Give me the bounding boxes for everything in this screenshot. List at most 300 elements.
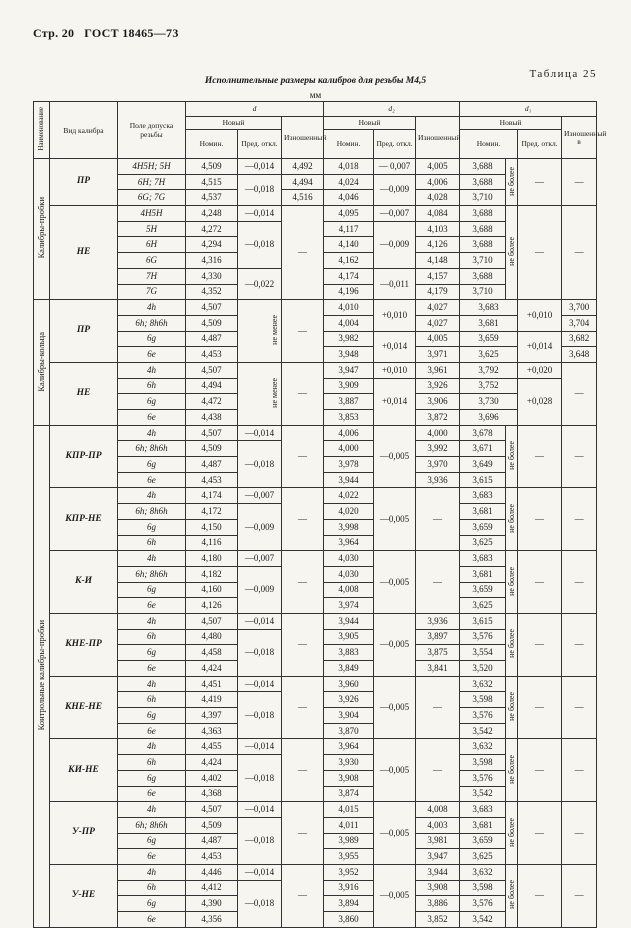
d2-worn-cell: 3,926: [416, 378, 460, 394]
d1-nom-cell: 3,688: [460, 206, 506, 222]
d2-nom-cell: 3,905: [324, 629, 374, 645]
d2-nom-cell: 4,015: [324, 802, 374, 818]
d1-dev-cell: +0,014: [518, 331, 562, 362]
d-dev-cell: —0,018: [238, 441, 282, 488]
d2-nom-cell: 3,853: [324, 410, 374, 426]
header-d1-nom: Номин.: [460, 130, 518, 159]
d-dev-cell: —0,018: [238, 629, 282, 676]
field-cell: 6g: [118, 582, 186, 598]
d1-nom-cell: 3,671: [460, 441, 506, 457]
d1-nom-cell: 3,688: [460, 159, 506, 175]
field-cell: 6h; 8h6h: [118, 817, 186, 833]
d1-dev-dash: —: [518, 739, 562, 802]
d2-worn-cell: 4,027: [416, 315, 460, 331]
d-worn-dash: —: [282, 739, 324, 802]
d1-nom-cell: 3,688: [460, 237, 506, 253]
d2-nom-cell: 3,998: [324, 519, 374, 535]
ne-bolee-label: не более: [506, 551, 518, 614]
d2-worn-cell: 3,886: [416, 896, 460, 912]
header-d-worn: Изношенный: [282, 117, 324, 159]
d2-worn-cell: 4,157: [416, 268, 460, 284]
field-cell: 6g: [118, 833, 186, 849]
d1-nom-cell: 3,576: [460, 896, 506, 912]
d1-nom-cell: 3,752: [460, 378, 518, 394]
field-cell: 4h: [118, 676, 186, 692]
field-cell: 4h: [118, 802, 186, 818]
d2-worn-dash: —: [416, 551, 460, 614]
d-nom-cell: 4,172: [186, 504, 238, 520]
field-cell: 6G: [118, 253, 186, 269]
d-dev-cell: —0,007: [238, 488, 282, 504]
d-nom-cell: 4,509: [186, 817, 238, 833]
d1-nom-cell: 3,625: [460, 598, 506, 614]
d-nom-cell: 4,412: [186, 880, 238, 896]
field-cell: 6e: [118, 912, 186, 928]
field-cell: 6h: [118, 378, 186, 394]
ne-bolee-label: не более: [506, 488, 518, 551]
field-cell: 6e: [118, 849, 186, 865]
d-nom-cell: 4,150: [186, 519, 238, 535]
d1-nom-cell: 3,710: [460, 284, 506, 300]
d-nom-cell: 4,509: [186, 315, 238, 331]
d-nom-cell: 4,356: [186, 912, 238, 928]
d2-worn-cell: 3,908: [416, 880, 460, 896]
d2-nom-cell: 4,018: [324, 159, 374, 175]
d1-worn-dash: —: [562, 802, 597, 865]
d-worn-dash: —: [282, 488, 324, 551]
field-cell: 6h; 8h6h: [118, 315, 186, 331]
d1-dev-dash: —: [518, 206, 562, 300]
field-cell: 4h: [118, 300, 186, 316]
group-name: НЕ: [50, 206, 118, 300]
group-name: КНЕ-НЕ: [50, 676, 118, 739]
header-d1-worn: Изношенный в: [562, 117, 597, 159]
d1-nom-cell: 3,792: [460, 362, 518, 378]
d2-nom-cell: 3,874: [324, 786, 374, 802]
field-cell: 4H5H; 5H: [118, 159, 186, 175]
group-name: КПР-НЕ: [50, 488, 118, 551]
d2-nom-cell: 4,020: [324, 504, 374, 520]
d2-worn-cell: 3,971: [416, 347, 460, 363]
d-nom-cell: 4,494: [186, 378, 238, 394]
d-nom-cell: 4,116: [186, 535, 238, 551]
category-plugs: Калибры-пробки: [34, 159, 50, 300]
d2-nom-cell: 4,022: [324, 488, 374, 504]
d2-dev-cell: —0,009: [374, 221, 416, 268]
d-nom-cell: 4,451: [186, 676, 238, 692]
d2-worn-cell: 4,000: [416, 425, 460, 441]
d1-dev-dash: —: [518, 488, 562, 551]
d-worn-dash: —: [282, 362, 324, 425]
d1-dev-dash: —: [518, 676, 562, 739]
d1-nom-cell: 3,688: [460, 221, 506, 237]
d-dev-cell: —0,014: [238, 425, 282, 441]
d-nom-cell: 4,509: [186, 159, 238, 175]
group-name: У-ПР: [50, 802, 118, 865]
d1-nom-cell: 3,632: [460, 676, 506, 692]
d2-nom-cell: 3,964: [324, 535, 374, 551]
d-nom-cell: 4,507: [186, 613, 238, 629]
d2-dev-cell: —0,011: [374, 268, 416, 299]
field-cell: 6e: [118, 472, 186, 488]
d-dev-cell: —0,014: [238, 613, 282, 629]
header-name: Наименование: [34, 102, 50, 159]
field-cell: 6h: [118, 629, 186, 645]
field-cell: 6e: [118, 786, 186, 802]
d2-dev-cell: —0,005: [374, 802, 416, 865]
field-cell: 4h: [118, 864, 186, 880]
d-nom-cell: 4,180: [186, 551, 238, 567]
d2-nom-cell: 3,926: [324, 692, 374, 708]
d-nom-cell: 4,174: [186, 488, 238, 504]
ne-bolee-label: не более: [506, 739, 518, 802]
d-nom-cell: 4,487: [186, 457, 238, 473]
field-cell: 6h; 8h6h: [118, 566, 186, 582]
field-cell: 6e: [118, 723, 186, 739]
d1-nom-cell: 3,683: [460, 488, 506, 504]
page-label: Стр. 20: [33, 26, 75, 40]
d-nom-cell: 4,390: [186, 896, 238, 912]
group-name: КНЕ-ПР: [50, 613, 118, 676]
field-cell: 4h: [118, 739, 186, 755]
d-nom-cell: 4,368: [186, 786, 238, 802]
d-nom-cell: 4,458: [186, 645, 238, 661]
d-dev-cell: —0,009: [238, 566, 282, 613]
d2-dev-cell: —0,005: [374, 739, 416, 802]
ne-menee-label: не менее: [238, 362, 282, 425]
d1-nom-cell: 3,542: [460, 912, 506, 928]
d1-nom-cell: 3,681: [460, 504, 506, 520]
d2-worn-cell: 3,852: [416, 912, 460, 928]
d2-dev-cell: —0,005: [374, 551, 416, 614]
d1-nom-cell: 3,615: [460, 472, 506, 488]
field-cell: 6g: [118, 645, 186, 661]
d2-nom-cell: 4,000: [324, 441, 374, 457]
d2-nom-cell: 3,944: [324, 613, 374, 629]
d2-worn-cell: 4,084: [416, 206, 460, 222]
field-cell: 6h: [118, 880, 186, 896]
d1-nom-cell: 3,688: [460, 268, 506, 284]
page-header: [33, 26, 179, 41]
group-name: НЕ: [50, 362, 118, 425]
standard-code: ГОСТ 18465—73: [84, 26, 179, 40]
field-cell: 6g: [118, 394, 186, 410]
d1-nom-cell: 3,625: [460, 535, 506, 551]
d-worn-cell: 4,492: [282, 159, 324, 175]
field-cell: 6h: [118, 535, 186, 551]
field-cell: 6H: [118, 237, 186, 253]
field-cell: 6e: [118, 410, 186, 426]
d1-worn-dash: —: [562, 613, 597, 676]
header-type: Вид калибра: [50, 102, 118, 159]
d2-dev-cell: +0,010: [374, 362, 416, 378]
d-nom-cell: 4,480: [186, 629, 238, 645]
d-dev-cell: —0,018: [238, 880, 282, 927]
d1-nom-cell: 3,542: [460, 723, 506, 739]
d1-dev-dash: —: [518, 425, 562, 488]
d2-worn-cell: 3,872: [416, 410, 460, 426]
d-nom-cell: 4,397: [186, 708, 238, 724]
table-unit: мм: [309, 90, 322, 100]
d1-nom-cell: 3,696: [460, 410, 518, 426]
header-d2-dev: Пред. откл.: [374, 130, 416, 159]
ne-bolee-label: не более: [506, 613, 518, 676]
d2-worn-cell: 4,008: [416, 802, 460, 818]
d2-nom-cell: 3,955: [324, 849, 374, 865]
field-cell: 5H: [118, 221, 186, 237]
d1-worn-dash: —: [562, 488, 597, 551]
d2-worn-cell: 4,003: [416, 817, 460, 833]
d2-dev-cell: —0,005: [374, 425, 416, 488]
d2-dev-cell: +0,010: [374, 300, 416, 331]
ne-bolee-label: не более: [506, 425, 518, 488]
d2-nom-cell: 3,860: [324, 912, 374, 928]
d1-dev-cell: +0,010: [518, 300, 562, 331]
d-nom-cell: 4,453: [186, 472, 238, 488]
group-name: ПР: [50, 300, 118, 363]
d1-dev-dash: —: [518, 159, 562, 206]
d1-nom-cell: 3,681: [460, 315, 518, 331]
d-nom-cell: 4,272: [186, 221, 238, 237]
field-cell: 6g: [118, 519, 186, 535]
field-cell: 6e: [118, 661, 186, 677]
d1-nom-cell: 3,683: [460, 802, 506, 818]
field-cell: 6g: [118, 896, 186, 912]
d2-worn-dash: —: [416, 488, 460, 551]
d2-nom-cell: 4,011: [324, 817, 374, 833]
field-cell: 6h: [118, 692, 186, 708]
d2-nom-cell: 4,117: [324, 221, 374, 237]
d-nom-cell: 4,316: [186, 253, 238, 269]
d2-nom-cell: 3,982: [324, 331, 374, 347]
d-nom-cell: 4,509: [186, 441, 238, 457]
d-dev-cell: —0,014: [238, 802, 282, 818]
d-dev-cell: —0,014: [238, 159, 282, 175]
d-dev-cell: —0,018: [238, 692, 282, 739]
field-cell: 6g: [118, 457, 186, 473]
d2-nom-cell: 3,849: [324, 661, 374, 677]
field-cell: 6h; 8h6h: [118, 441, 186, 457]
d2-worn-cell: 3,897: [416, 629, 460, 645]
d1-nom-cell: 3,683: [460, 551, 506, 567]
d2-worn-cell: 4,126: [416, 237, 460, 253]
d2-nom-cell: 3,947: [324, 362, 374, 378]
d1-nom-cell: 3,649: [460, 457, 506, 473]
ne-bolee-label: не более: [506, 864, 518, 927]
d1-worn-dash: —: [562, 739, 597, 802]
header-d1: d₁: [460, 102, 597, 117]
d1-dev-dash: —: [518, 551, 562, 614]
table-number: Таблица 25: [529, 68, 597, 80]
d2-dev-cell: —0,007: [374, 206, 416, 222]
d1-nom-cell: 3,659: [460, 519, 506, 535]
d1-nom-cell: 3,730: [460, 394, 518, 410]
d2-nom-cell: 4,046: [324, 190, 374, 206]
d1-worn-cell: 3,682: [562, 331, 597, 347]
d1-nom-cell: 3,683: [460, 300, 518, 316]
d2-nom-cell: 4,010: [324, 300, 374, 316]
d2-worn-cell: 3,841: [416, 661, 460, 677]
d2-worn-cell: 4,028: [416, 190, 460, 206]
d2-nom-cell: 3,908: [324, 770, 374, 786]
d2-nom-cell: 4,196: [324, 284, 374, 300]
d1-nom-cell: 3,598: [460, 880, 506, 896]
control-plugs-section: [34, 425, 597, 927]
field-cell: 6g: [118, 770, 186, 786]
d-nom-cell: 4,424: [186, 755, 238, 771]
ne-bolee-label: не более: [506, 802, 518, 865]
d2-nom-cell: 3,894: [324, 896, 374, 912]
d2-worn-cell: 3,936: [416, 613, 460, 629]
ne-bolee-label: не более: [506, 676, 518, 739]
d1-worn-dash: —: [562, 551, 597, 614]
d2-dev-cell: —0,005: [374, 864, 416, 927]
d-nom-cell: 4,472: [186, 394, 238, 410]
header-d: d: [186, 102, 324, 117]
d1-nom-cell: 3,625: [460, 849, 506, 865]
d-nom-cell: 4,352: [186, 284, 238, 300]
field-cell: 6g: [118, 708, 186, 724]
d2-dev-cell: —0,005: [374, 613, 416, 676]
header-d2: d₂: [324, 102, 460, 117]
d1-nom-cell: 3,576: [460, 770, 506, 786]
d1-nom-cell: 3,681: [460, 566, 506, 582]
d1-nom-cell: 3,520: [460, 661, 506, 677]
d-nom-cell: 4,515: [186, 174, 238, 190]
d-dev-cell: —0,018: [238, 817, 282, 864]
d-dev-cell: —0,014: [238, 206, 282, 222]
d1-nom-cell: 3,598: [460, 692, 506, 708]
d-nom-cell: 4,424: [186, 661, 238, 677]
field-cell: 7G: [118, 284, 186, 300]
d2-nom-cell: 3,952: [324, 864, 374, 880]
d2-nom-cell: 3,883: [324, 645, 374, 661]
d2-nom-cell: 3,870: [324, 723, 374, 739]
d2-nom-cell: 4,030: [324, 566, 374, 582]
d1-worn-cell: 3,700: [562, 300, 597, 316]
d1-dev-dash: —: [518, 802, 562, 865]
header-d-new: Новый: [186, 117, 282, 130]
d2-nom-cell: 3,887: [324, 394, 374, 410]
header-d2-worn: Изношенный: [416, 117, 460, 159]
d-dev-cell: —0,018: [238, 174, 282, 205]
d-worn-dash: —: [282, 551, 324, 614]
d-nom-cell: 4,453: [186, 849, 238, 865]
d-nom-cell: 4,126: [186, 598, 238, 614]
d-nom-cell: 4,160: [186, 582, 238, 598]
field-cell: 6e: [118, 598, 186, 614]
d2-nom-cell: 3,964: [324, 739, 374, 755]
d1-nom-cell: 3,615: [460, 613, 506, 629]
header-d1-dev: Пред. откл.: [518, 130, 562, 159]
d-nom-cell: 4,507: [186, 300, 238, 316]
d1-nom-cell: 3,542: [460, 786, 506, 802]
d-nom-cell: 4,438: [186, 410, 238, 426]
d2-worn-cell: 4,005: [416, 331, 460, 347]
d-worn-dash: —: [282, 206, 324, 300]
d2-worn-cell: 3,981: [416, 833, 460, 849]
field-cell: 6g: [118, 331, 186, 347]
field-cell: 6h; 8h6h: [118, 504, 186, 520]
d2-nom-cell: 4,024: [324, 174, 374, 190]
d1-nom-cell: 3,659: [460, 833, 506, 849]
d-nom-cell: 4,507: [186, 362, 238, 378]
field-cell: 4H5H: [118, 206, 186, 222]
d2-worn-cell: 3,961: [416, 362, 460, 378]
field-cell: 6h: [118, 755, 186, 771]
ne-menee-label: не менее: [238, 300, 282, 363]
group-name: К-И: [50, 551, 118, 614]
d1-dev-cell: +0,020: [518, 362, 562, 378]
d-nom-cell: 4,294: [186, 237, 238, 253]
header-d-nom: Номин.: [186, 130, 238, 159]
d2-nom-cell: 4,162: [324, 253, 374, 269]
d-nom-cell: 4,330: [186, 268, 238, 284]
field-cell: 4h: [118, 488, 186, 504]
d-nom-cell: 4,507: [186, 425, 238, 441]
d-worn-cell: 4,494: [282, 174, 324, 190]
header-field: Поле допуска резьбы: [118, 102, 186, 159]
d-nom-cell: 4,446: [186, 864, 238, 880]
d1-dev-dash: —: [518, 864, 562, 927]
d2-nom-cell: 3,909: [324, 378, 374, 394]
ne-bolee-label: не более: [506, 159, 518, 206]
d-nom-cell: 4,487: [186, 331, 238, 347]
d1-nom-cell: 3,710: [460, 190, 506, 206]
field-cell: 4h: [118, 551, 186, 567]
group-name: У-НЕ: [50, 864, 118, 927]
d2-worn-cell: 4,005: [416, 159, 460, 175]
field-cell: 6G; 7G: [118, 190, 186, 206]
header-d2-nom: Номин.: [324, 130, 374, 159]
d2-dev-cell: —0,009: [374, 174, 416, 205]
d2-worn-cell: 3,947: [416, 849, 460, 865]
d-worn-dash: —: [282, 864, 324, 927]
d2-nom-cell: 4,174: [324, 268, 374, 284]
d1-worn-dash: —: [562, 362, 597, 425]
d-nom-cell: 4,248: [186, 206, 238, 222]
d2-nom-cell: 4,004: [324, 315, 374, 331]
d2-worn-cell: 3,970: [416, 457, 460, 473]
dimensions-table: [33, 101, 607, 928]
d2-nom-cell: 3,916: [324, 880, 374, 896]
d-nom-cell: 4,453: [186, 347, 238, 363]
d2-dev-cell: —0,005: [374, 488, 416, 551]
d1-dev-cell: +0,028: [518, 378, 562, 425]
d2-dev-cell: +0,014: [374, 331, 416, 362]
d-worn-dash: —: [282, 425, 324, 488]
d1-nom-cell: 3,659: [460, 582, 506, 598]
d-dev-cell: —0,018: [238, 755, 282, 802]
d-nom-cell: 4,363: [186, 723, 238, 739]
d-dev-cell: —0,009: [238, 504, 282, 551]
d2-worn-cell: 3,906: [416, 394, 460, 410]
d1-nom-cell: 3,632: [460, 864, 506, 880]
group-name: КПР-ПР: [50, 425, 118, 488]
d1-nom-cell: 3,576: [460, 629, 506, 645]
header-d-dev: Пред. откл.: [238, 130, 282, 159]
d-nom-cell: 4,419: [186, 692, 238, 708]
d2-dev-cell: —0,005: [374, 676, 416, 739]
d2-worn-cell: 4,103: [416, 221, 460, 237]
d-nom-cell: 4,537: [186, 190, 238, 206]
d-worn-dash: —: [282, 802, 324, 865]
d2-worn-dash: —: [416, 676, 460, 739]
d2-nom-cell: 3,978: [324, 457, 374, 473]
d-worn-dash: —: [282, 613, 324, 676]
d2-nom-cell: 4,030: [324, 551, 374, 567]
d1-nom-cell: 3,598: [460, 755, 506, 771]
